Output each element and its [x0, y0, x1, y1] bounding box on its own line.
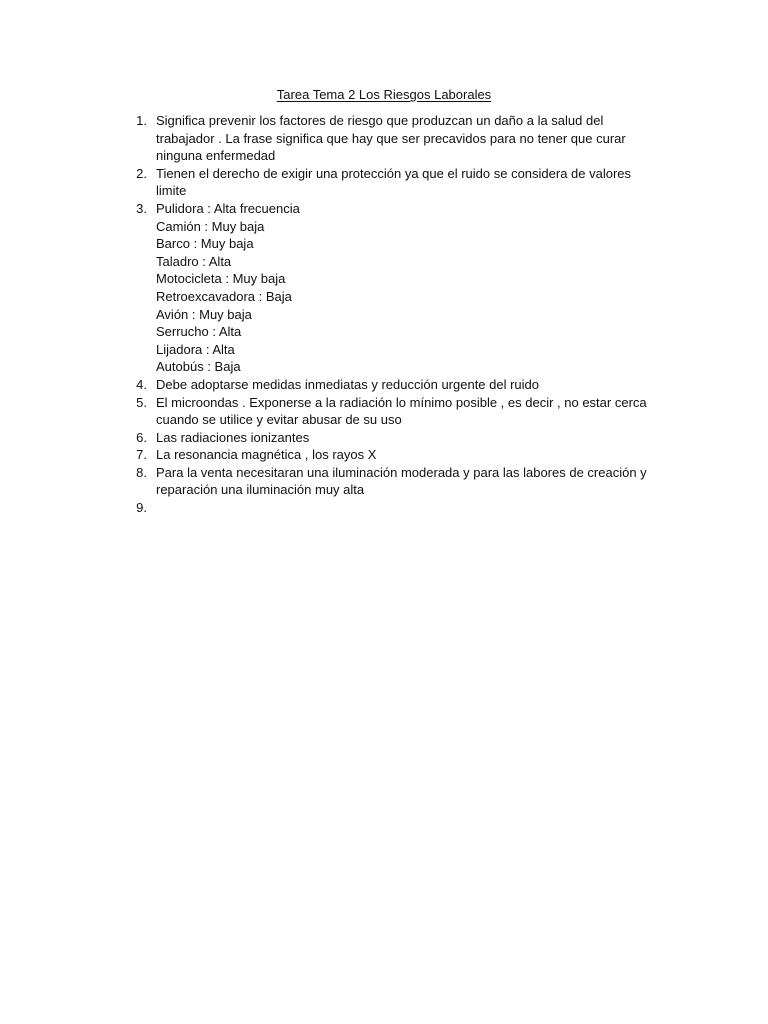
- item-number: 5.: [136, 394, 147, 410]
- item-text-line: Barco : Muy baja: [156, 236, 254, 252]
- item-number: 4.: [136, 376, 147, 392]
- document-title: Tarea Tema 2 Los Riesgos Laborales: [276, 87, 492, 102]
- item-text-line: Las radiaciones ionizantes: [156, 429, 310, 445]
- item-text-line: Motocicleta : Muy baja: [156, 271, 286, 287]
- item-text-line: Taladro : Alta: [156, 253, 232, 269]
- list-item: [125, 200, 655, 376]
- item-number: 3.: [136, 200, 147, 216]
- item-number: 2.: [136, 165, 147, 181]
- list-item: [125, 376, 655, 394]
- item-text-line: limite: [156, 183, 187, 199]
- item-text-line: Camión : Muy baja: [156, 218, 265, 234]
- list-item: [125, 394, 655, 429]
- item-number: 8.: [136, 464, 147, 480]
- item-text-line: Lijadora : Alta: [156, 341, 235, 357]
- item-text-line: reparación una iluminación muy alta: [156, 482, 365, 498]
- empty-answer-line: [156, 499, 655, 517]
- item-number: 1.: [136, 113, 147, 128]
- item-number: 6.: [136, 429, 147, 445]
- item-text-line: cuando se utilice y evitar abusar de su uso: [156, 412, 402, 428]
- item-text-line: Significa prevenir los factores de riesgo que produzcan un daño a la salud del: [156, 113, 604, 128]
- item-text-line: Pulidora : Alta frecuencia: [156, 200, 300, 216]
- list-item: [125, 165, 655, 200]
- item-number: 9.: [136, 500, 147, 516]
- item-text-line: El microondas . Exponerse a la radiación lo mínimo posible , es decir , no estar cerca: [156, 394, 647, 410]
- item-text-line: Retroexcavadora : Baja: [156, 288, 292, 304]
- item-text-line: La resonancia magnética , los rayos X: [156, 447, 377, 463]
- item-text-line: ninguna enfermedad: [156, 148, 276, 164]
- item-text-line: Avión : Muy baja: [156, 306, 252, 322]
- item-text-line: Para la venta necesitaran una iluminación moderada y para las labores de creación y: [156, 464, 647, 480]
- item-number: 7.: [136, 447, 147, 463]
- list-item: [125, 446, 655, 464]
- list-item: [125, 499, 655, 517]
- item-text-line: Serrucho : Alta: [156, 324, 242, 340]
- list-item: [125, 112, 655, 165]
- item-text-line: trabajador . La frase significa que hay que ser precavidos para no tener que curar: [156, 130, 626, 146]
- item-text-line: Autobús : Baja: [156, 359, 241, 375]
- list-item: [125, 429, 655, 447]
- item-text-line: Tienen el derecho de exigir una protección ya que el ruido se considera de valores: [156, 165, 632, 181]
- item-text-line: Debe adoptarse medidas inmediatas y reducción urgente del ruido: [156, 376, 540, 392]
- answer-list: [125, 112, 655, 517]
- list-item: [125, 464, 655, 499]
